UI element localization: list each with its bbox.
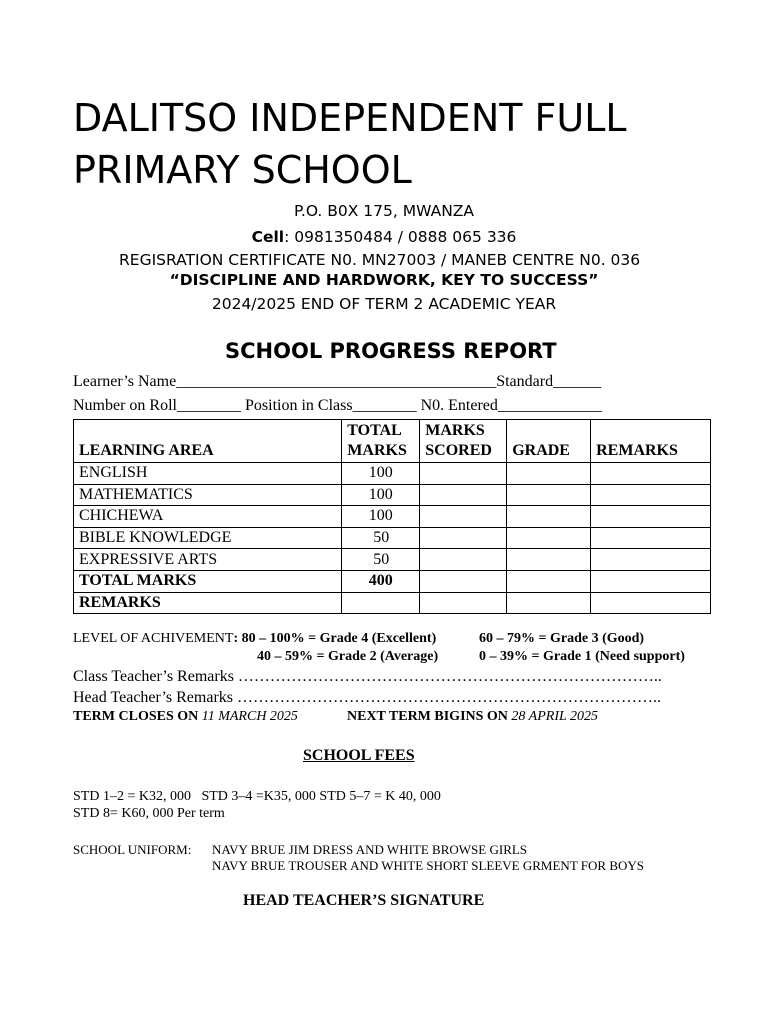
roll-position-field: Number on Roll________ Position in Class________ N0. Entered_____________ (73, 397, 602, 414)
marks-scored-cell[interactable] (420, 506, 507, 528)
term-closes-label: TERM CLOSES ON (73, 709, 199, 724)
head-teacher-remarks: Head Teacher’s Remarks …………………………………………………………………….. (73, 689, 661, 706)
grade-4-range: : 80 – 100% = Grade 4 (Excellent) (233, 631, 437, 646)
subject-name: EXPRESSIVE ARTS (74, 549, 342, 571)
remarks-row (74, 592, 711, 614)
remarks-cell[interactable] (591, 463, 711, 485)
remarks-cell[interactable] (591, 549, 711, 571)
report-title: SCHOOL PROGRESS REPORT (225, 339, 557, 363)
marks-scored-cell[interactable] (420, 527, 507, 549)
school-cell (0, 228, 768, 246)
grade-cell[interactable] (507, 549, 591, 571)
next-term-date: 28 APRIL 2025 (511, 709, 599, 724)
header-marks-scored (420, 420, 507, 463)
grade-3-range: 60 – 79% = Grade 3 (Good) (479, 631, 645, 646)
fees-line-2: STD 8= K60, 000 Per term (73, 806, 225, 821)
marks-scored-cell[interactable] (420, 484, 507, 506)
subject-total: 100 (342, 506, 420, 528)
subject-total: 50 (342, 549, 420, 571)
remarks-row-cell[interactable] (420, 592, 507, 614)
table-row (74, 527, 711, 549)
grade-cell[interactable] (507, 484, 591, 506)
header-total-marks-line1: TOTAL (347, 422, 402, 439)
registration-line: REGISRATION CERTIFICATE N0. MN27003 / MANEB CENTRE N0. 036 (119, 251, 641, 269)
marks-scored-cell[interactable] (420, 570, 507, 592)
subject-name: CHICHEWA (74, 506, 342, 528)
header-marks-scored-line2: SCORED (425, 442, 492, 459)
term-closes-date: 11 MARCH 2025 (201, 709, 298, 724)
learner-name-field: Learner’s Name________________________________________Standard______ (73, 373, 602, 390)
marks-table (73, 419, 711, 614)
remarks-row-cell[interactable] (507, 592, 591, 614)
remarks-cell[interactable] (591, 506, 711, 528)
grade-cell[interactable] (507, 463, 591, 485)
term-closes (73, 709, 298, 725)
grade-cell[interactable] (507, 527, 591, 549)
total-marks-value: 400 (342, 570, 420, 592)
table-row (74, 463, 711, 485)
remarks-cell[interactable] (591, 484, 711, 506)
term-heading: 2024/2025 END OF TERM 2 ACADEMIC YEAR (211, 295, 557, 313)
subject-total: 100 (342, 484, 420, 506)
subject-total: 50 (342, 527, 420, 549)
header-remarks: REMARKS (591, 420, 711, 463)
uniform-label: SCHOOL UNIFORM: (73, 842, 192, 857)
cell-label: Cell (251, 228, 285, 246)
school-fees-title: SCHOOL FEES (303, 747, 415, 764)
total-row (74, 570, 711, 592)
subject-total: 100 (342, 463, 420, 485)
cell-value: : 0981350484 / 0888 065 336 (284, 228, 517, 246)
remarks-cell[interactable] (591, 570, 711, 592)
table-row (74, 506, 711, 528)
subject-name: BIBLE KNOWLEDGE (74, 527, 342, 549)
school-motto: “DISCIPLINE AND HARDWORK, KEY TO SUCCESS” (169, 271, 599, 289)
subject-name: ENGLISH (74, 463, 342, 485)
grade-2-range: 40 – 59% = Grade 2 (Average) (257, 649, 439, 664)
achievement-label: LEVEL OF ACHIVEMENT (73, 631, 234, 646)
grade-cell[interactable] (507, 570, 591, 592)
fees-line-1: STD 1–2 = K32, 000 STD 3–4 =K35, 000 STD 5–7 = K 40, 000 (73, 789, 441, 804)
header-marks-scored-line1: MARKS (425, 422, 485, 439)
table-row (74, 549, 711, 571)
school-address: P.O. B0X 175, MWANZA (293, 202, 475, 220)
remarks-row-cell[interactable] (591, 592, 711, 614)
class-teacher-remarks: Class Teacher’s Remarks …………………………………………………………………….. (73, 668, 662, 685)
uniform-boys: NAVY BRUE TROUSER AND WHITE SHORT SLEEVE GRMENT FOR BOYS (212, 858, 644, 873)
marks-scored-cell[interactable] (420, 549, 507, 571)
table-header-row (74, 420, 711, 463)
grade-cell[interactable] (507, 506, 591, 528)
head-teacher-signature: HEAD TEACHER’S SIGNATURE (243, 892, 485, 909)
next-term-begins (347, 709, 598, 725)
header-total-marks (342, 420, 420, 463)
achievement-line-1 (73, 631, 436, 647)
grade-1-range: 0 – 39% = Grade 1 (Need support) (479, 649, 685, 664)
remarks-row-cell[interactable] (342, 592, 420, 614)
header-grade: GRADE (507, 420, 591, 463)
remarks-cell[interactable] (591, 527, 711, 549)
remarks-row-label: REMARKS (74, 592, 342, 614)
subject-name: MATHEMATICS (74, 484, 342, 506)
header-total-marks-line2: MARKS (347, 442, 407, 459)
table-row (74, 484, 711, 506)
school-name: DALITSO INDEPENDENT FULL PRIMARY SCHOOL (73, 96, 627, 192)
header-learning-area: LEARNING AREA (74, 420, 342, 463)
next-term-label: NEXT TERM BIGINS ON (347, 709, 508, 724)
total-marks-label: TOTAL MARKS (74, 570, 342, 592)
uniform-girls: NAVY BRUE JIM DRESS AND WHITE BROWSE GIRLS (212, 842, 528, 857)
marks-scored-cell[interactable] (420, 463, 507, 485)
